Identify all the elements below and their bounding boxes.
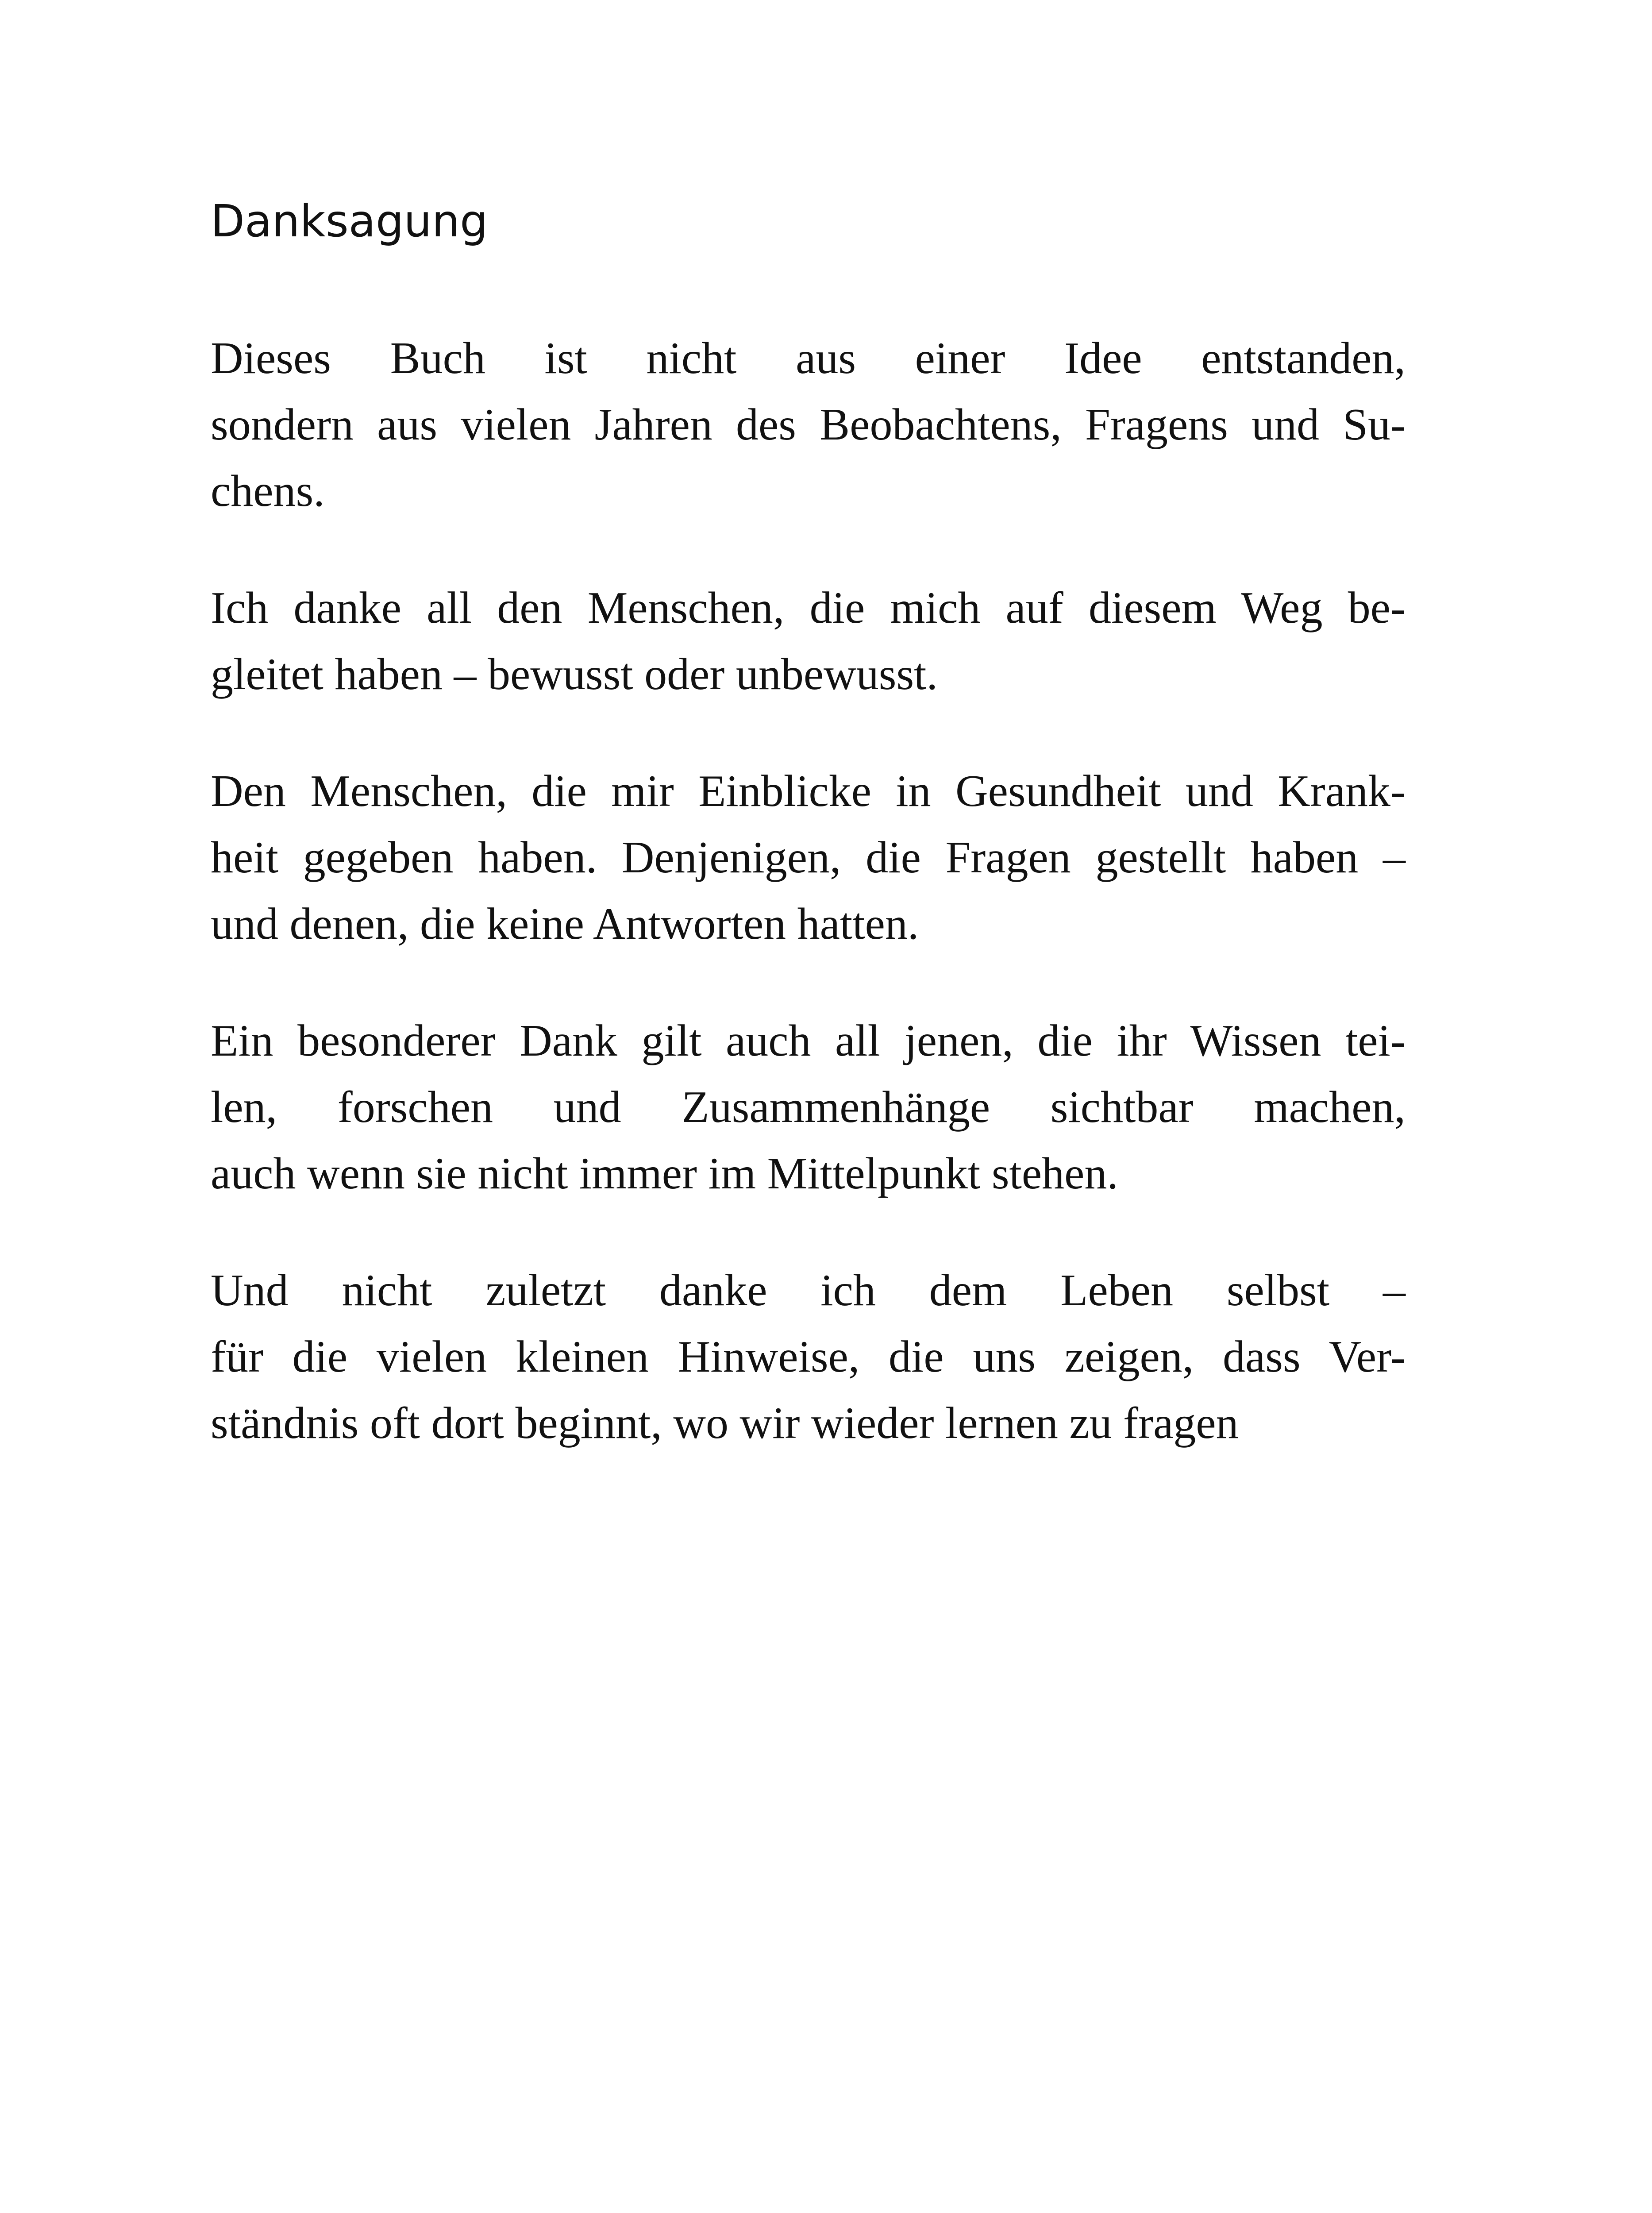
- text-line: für die vielen kleinen Hinweise, die uns zeigen, dass Ver-: [211, 1332, 1406, 1382]
- text-line: sondern aus vielen Jahren des Beobachtens, Fragens und Su-: [211, 400, 1406, 450]
- text-line: auch wenn sie nicht immer im Mittelpunkt stehen.: [211, 1149, 1118, 1199]
- text-line: und denen, die keine Antworten hatten.: [211, 899, 919, 949]
- paragraph-3: [211, 758, 1406, 957]
- text-line: heit gegeben haben. Denjenigen, die Fragen gestellt haben –: [211, 833, 1406, 883]
- text-line: Ein besonderer Dank gilt auch all jenen, die ihr Wissen tei-: [211, 1016, 1406, 1066]
- text-line: Dieses Buch ist nicht aus einer Idee entstanden,: [211, 333, 1406, 383]
- paragraph-5: [211, 1257, 1406, 1457]
- text-line: Den Menschen, die mir Einblicke in Gesundheit und Krank-: [211, 766, 1406, 816]
- page-title: Danksagung: [211, 195, 488, 247]
- paragraph-4: [211, 1008, 1406, 1207]
- paragraph-2: [211, 575, 1406, 708]
- paragraph-1: [211, 325, 1406, 524]
- text-line: Und nicht zuletzt danke ich dem Leben selbst –: [211, 1265, 1406, 1315]
- text-line: Ich danke all den Menschen, die mich auf diesem Weg be-: [211, 583, 1406, 633]
- text-line: len, forschen und Zusammenhänge sichtbar machen,: [211, 1082, 1406, 1132]
- text-line: gleitet haben – bewusst oder unbewusst.: [211, 649, 938, 699]
- page-content: [211, 195, 1406, 1507]
- text-line: ständnis oft dort beginnt, wo wir wieder lernen zu fragen: [211, 1398, 1239, 1448]
- text-line: chens.: [211, 466, 325, 516]
